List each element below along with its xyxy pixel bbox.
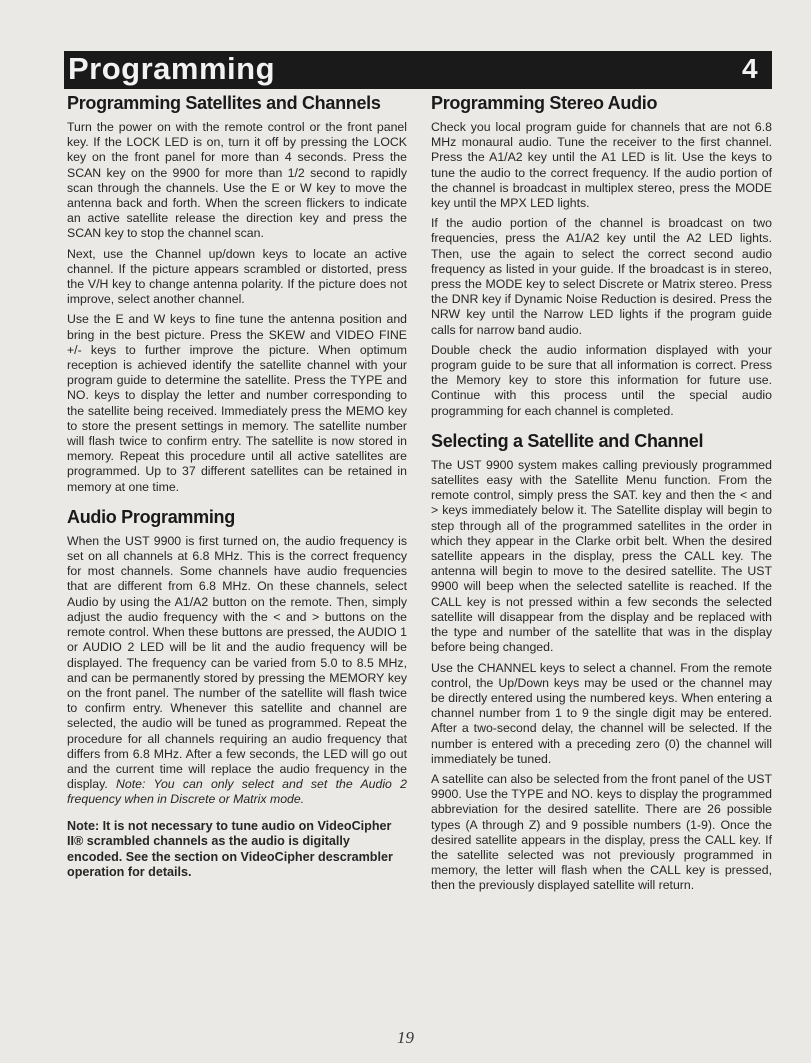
- bold-note: Note: It is not necessary to tune audio on VideoCipher II® scrambled channels as the audio is digitally encoded. See the section on VideoCipher descrambler operation for details.: [67, 818, 393, 880]
- section-heading-selecting-satellite: Selecting a Satellite and Channel: [431, 430, 704, 451]
- chapter-number: 4: [742, 53, 758, 84]
- italic-note: Note: You can only select and set the Audio 2 frequency when in Discrete or Matrix mode.: [67, 777, 407, 807]
- section-heading-audio-programming: Audio Programming: [67, 506, 235, 527]
- paragraph: Check you local program guide for channels that are not 6.8 MHz monaural audio. Tune the receiver to the first channel. Press the A1/A2 key until the A1 LED is lit. Use the keys to tune the audio to the correct frequency. If the audio portion of the channel is broadcast in multiplex stereo, press the MODE key until the MPX LED lights.: [431, 120, 772, 211]
- left-column: [67, 92, 407, 886]
- section-heading-stereo-audio: Programming Stereo Audio: [431, 93, 658, 113]
- page-number: 19: [397, 1028, 414, 1047]
- paragraph-text: When the UST 9900 is first turned on, the audio frequency is set on all channels at 6.8 MHz. This is the correct frequency for most channels. Some channels have audio frequencies that are different from 6.8 MHz. On these channels, select Audio by using the A1/A2 button on the remote. Then, simply adjust the audio frequency with the < and > buttons on the remote control. When these buttons are pressed, the AUDIO 1 or AUDIO 2 LED will be lit and the audio frequency will be displayed. The frequency can be varied from 5.0 to 8.5 MHz, and can be permanently stored by pressing the MEMORY key on the front panel. The number of the satellite will flash twice to confirm entry. Whenever this satellite and channel are selected, the audio will be tuned as programmed. Repeat the procedure for all channels requiring an audio frequency that differs from 6.8 MHz. After a few seconds, the LED will go out and the current time will replace the audio frequency in the display.: [67, 533, 407, 792]
- right-column: [431, 92, 772, 899]
- paragraph: If the audio portion of the channel is broadcast on two frequencies, press the A1/A2 key until the A2 LED lights. Then, use the again to select the correct second audio frequency as listed in your guide. If the broadcast is in stereo, press the MODE key to select Discrete or Matrix stereo. Press the DNR key if Dynamic Noise Reduction is desired. Press the NRW key until the Narrow LED lights if the program guide calls for narrow band audio.: [431, 216, 772, 337]
- paragraph: Double check the audio information displayed with your program guide to be sure that all information is correct. Press the Memory key to store this information for future use. Continue with this process until the special audio programming for each channel is completed.: [431, 342, 772, 418]
- paragraph: A satellite can also be selected from the front panel of the UST 9900. Use the TYPE and NO. keys to display the programmed abbreviation for the desired satellite. There are 26 possible types (A through Z) and 9 possible numbers (1-9). Once the desired satellite appears in the display, press the CALL key. If the satellite selected was not previously programmed in memory, the letter will flash when the CALL key is pressed, then the previously displayed satellite will return.: [431, 771, 772, 893]
- section-heading-satellites-channels: Programming Satellites and Channels: [67, 93, 381, 113]
- paragraph: Use the CHANNEL keys to select a channel. From the remote control, the Up/Down keys may be used or the channel may be directly entered using the numbered keys. When entering a channel number from 1 to 9 the single digit may be entered. After a two-second delay, the channel will be selected. If the number is entered with a preceding zero (0) the channel will immediately be tuned.: [431, 660, 772, 766]
- paragraph: Use the E and W keys to fine tune the antenna position and bring in the best picture. Press the SKEW and VIDEO FINE +/- keys to further improve the picture. When optimum reception is achieved identify the satellite channel with your program guide to determine the satellite. Press the TYPE and NO. keys to display the letter and number corresponding to the satellite being received. Immediately press the MEMO key to store the present settings in memory. The satellite number will flash twice to confirm entry. The satellite is now stored in memory. Repeat this procedure until all active satellites are programmed. Up to 37 different satellites can be retained in memory at one time.: [67, 312, 407, 494]
- paragraph: The UST 9900 system makes calling previously programmed satellites easy with the Satellite Menu function. From the remote control, simply press the SAT. key and then the < and > keys immediately below it. The Satellite display will begin to step through all of the programmed satellites in the order in which they appear in the Clarke orbit belt. When the desired satellite appears in the display, press the CALL key. The antenna will begin to move to the desired satellite. The UST 9900 will beep when the selected satellite is reached. If the CALL key is not pressed within a few seconds the selected satellite will disappear from the display and be replaced with the type and number of the satellite that was in the display before being changed.: [431, 457, 772, 655]
- chapter-title: Programming: [68, 51, 276, 86]
- paragraph: [67, 534, 407, 808]
- paragraph: Turn the power on with the remote control or the front panel key. If the LOCK LED is on, turn it off by pressing the LOCK key on the front panel for more than 4 seconds. Press the SCAN key on the 9900 for more than 1/2 second to rapidly scan through the channels. Use the E or W key to move the antenna back and forth. When the screen flickers to indicate an active satellite release the direction key and press the SCAN key to stop the channel scan.: [67, 120, 407, 241]
- paragraph: Next, use the Channel up/down keys to locate an active channel. If the picture appears scrambled or distorted, press the V/H key to change antenna polarity. If the picture does not improve, select another channel.: [67, 246, 407, 307]
